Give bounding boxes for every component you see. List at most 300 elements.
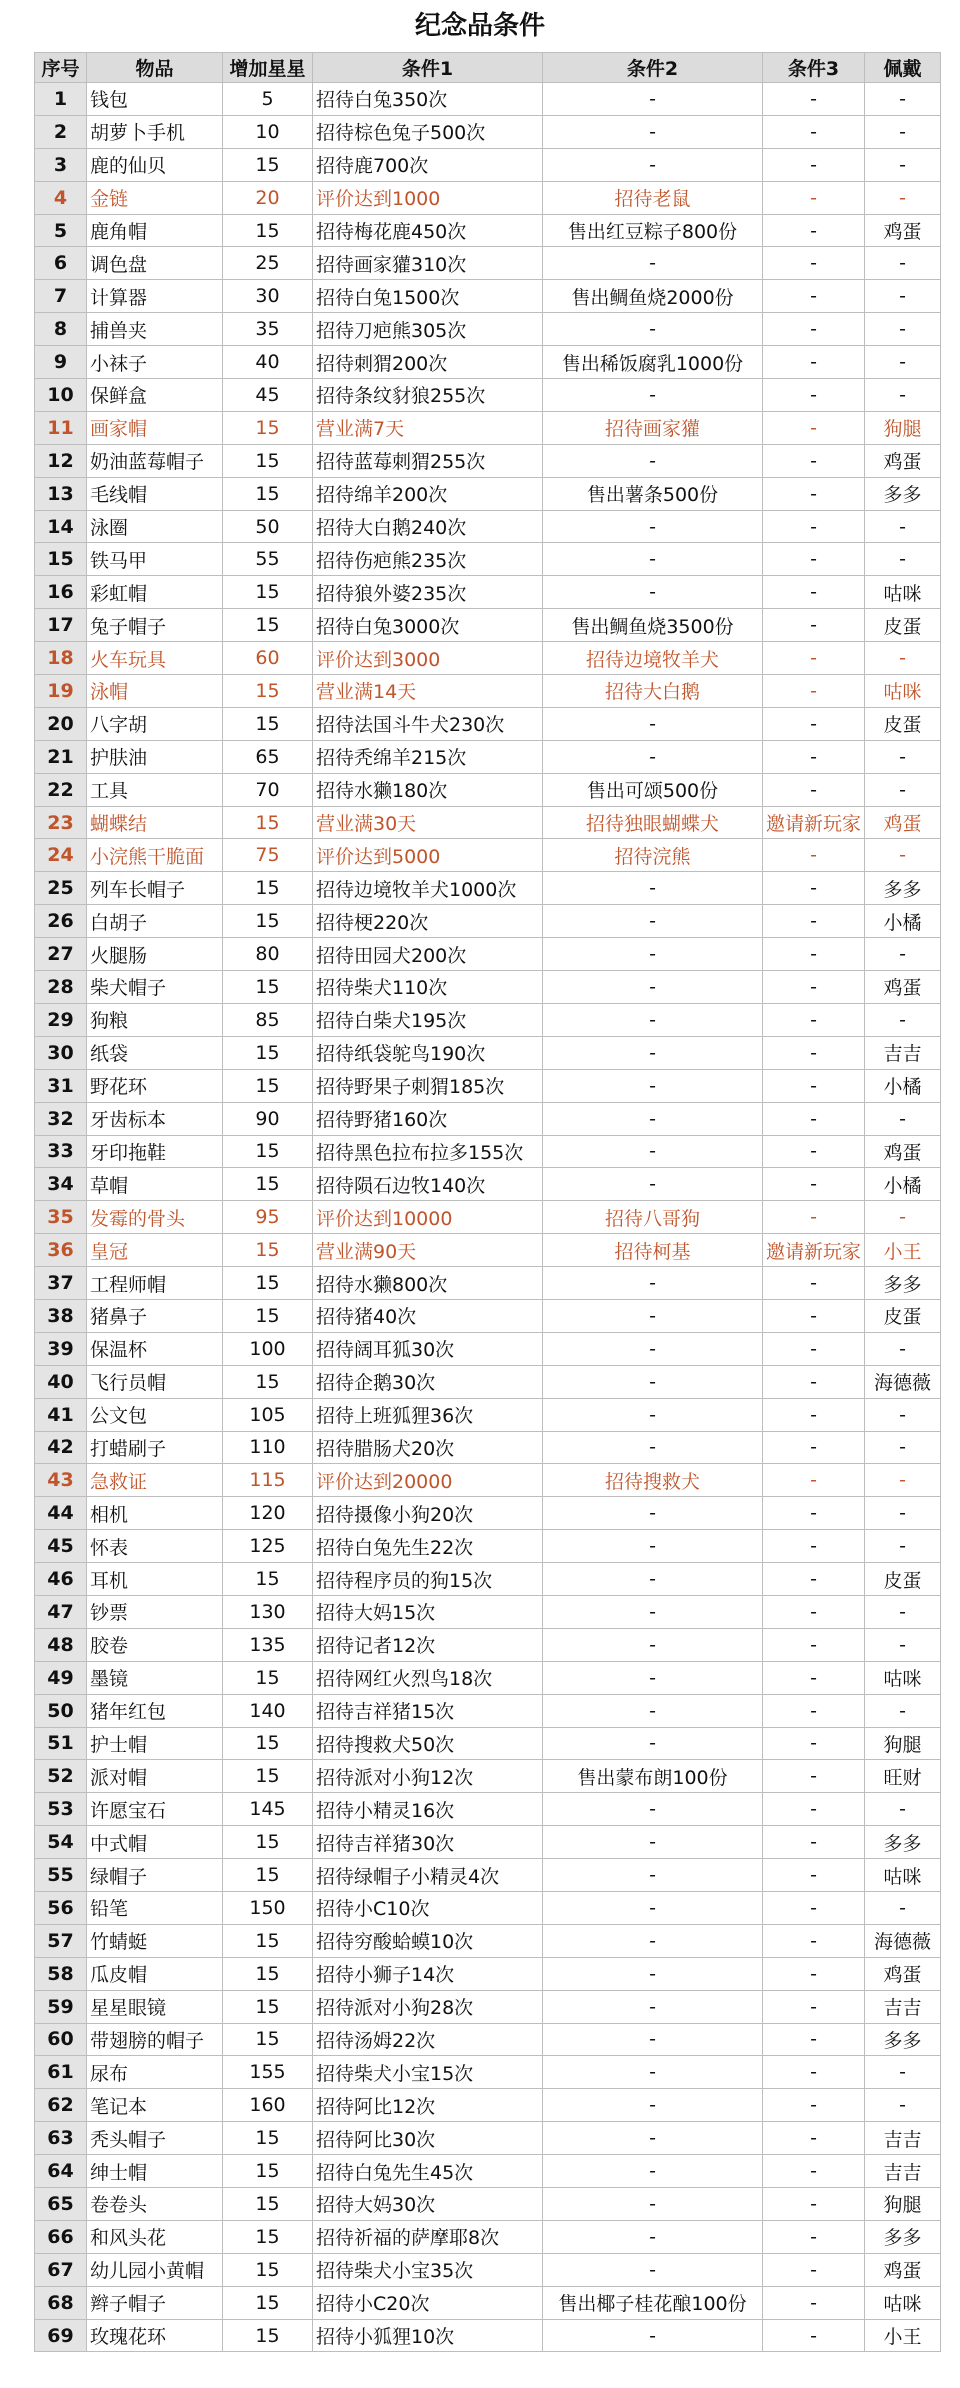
- wearer: 咕咪: [865, 2286, 941, 2319]
- item-name: 猪年红包: [87, 1694, 223, 1727]
- wearer: -: [865, 1431, 941, 1464]
- item-name: 计算器: [87, 280, 223, 313]
- wearer: 小橘: [865, 1168, 941, 1201]
- wearer: -: [865, 280, 941, 313]
- item-name: 画家帽: [87, 411, 223, 444]
- table-row: [35, 1332, 941, 1365]
- wearer: 皮蛋: [865, 1563, 941, 1596]
- item-name: 柴犬帽子: [87, 971, 223, 1004]
- wearer: 鸡蛋: [865, 971, 941, 1004]
- condition-1: 评价达到10000: [313, 1201, 543, 1234]
- condition-1: 招待边境牧羊犬1000次: [313, 872, 543, 905]
- wearer: -: [865, 1332, 941, 1365]
- star-count: 80: [223, 938, 313, 971]
- condition-1: 招待程序员的狗15次: [313, 1563, 543, 1596]
- star-count: 5: [223, 83, 313, 116]
- star-count: 50: [223, 510, 313, 543]
- table-row: [35, 1431, 941, 1464]
- header-index: 序号: [35, 53, 87, 83]
- star-count: 15: [223, 1234, 313, 1267]
- star-count: 30: [223, 280, 313, 313]
- condition-3: -: [763, 2155, 865, 2188]
- row-index: 34: [35, 1168, 87, 1201]
- wearer: -: [865, 2056, 941, 2089]
- table-row: [35, 1859, 941, 1892]
- table-row: [35, 2155, 941, 2188]
- table-row: [35, 872, 941, 905]
- star-count: 15: [223, 1957, 313, 1990]
- condition-3: -: [763, 1826, 865, 1859]
- table-row: [35, 1628, 941, 1661]
- condition-3: -: [763, 510, 865, 543]
- item-name: 鹿角帽: [87, 214, 223, 247]
- row-index: 51: [35, 1727, 87, 1760]
- item-name: 公文包: [87, 1398, 223, 1431]
- wearer: -: [865, 83, 941, 116]
- star-count: 15: [223, 609, 313, 642]
- condition-3: -: [763, 543, 865, 576]
- row-index: 12: [35, 444, 87, 477]
- table-row: [35, 1464, 941, 1497]
- row-index: 2: [35, 115, 87, 148]
- row-index: 66: [35, 2220, 87, 2253]
- wearer: -: [865, 346, 941, 379]
- header-wearer: 佩戴: [865, 53, 941, 83]
- item-name: 打蜡刷子: [87, 1431, 223, 1464]
- header-row: [35, 53, 941, 83]
- table-row: [35, 609, 941, 642]
- condition-2: -: [543, 1826, 763, 1859]
- wearer: 狗腿: [865, 1727, 941, 1760]
- condition-2: -: [543, 2056, 763, 2089]
- condition-3: -: [763, 707, 865, 740]
- condition-1: 营业满7天: [313, 411, 543, 444]
- wearer: 咕咪: [865, 576, 941, 609]
- row-index: 27: [35, 938, 87, 971]
- condition-1: 招待纸袋鸵鸟190次: [313, 1036, 543, 1069]
- table-header: [35, 53, 941, 83]
- row-index: 56: [35, 1891, 87, 1924]
- condition-3: -: [763, 1267, 865, 1300]
- item-name: 野花环: [87, 1069, 223, 1102]
- wearer: -: [865, 379, 941, 412]
- table-row: [35, 1003, 941, 1036]
- table-row: [35, 1267, 941, 1300]
- row-index: 30: [35, 1036, 87, 1069]
- row-index: 63: [35, 2122, 87, 2155]
- star-count: 45: [223, 379, 313, 412]
- row-index: 18: [35, 642, 87, 675]
- condition-2: -: [543, 2253, 763, 2286]
- table-row: [35, 806, 941, 839]
- table-row: [35, 148, 941, 181]
- condition-2: -: [543, 1530, 763, 1563]
- condition-2: -: [543, 1563, 763, 1596]
- condition-2: -: [543, 115, 763, 148]
- wearer: 鸡蛋: [865, 444, 941, 477]
- wearer: 鸡蛋: [865, 806, 941, 839]
- star-count: 105: [223, 1398, 313, 1431]
- row-index: 28: [35, 971, 87, 1004]
- table-row: [35, 1595, 941, 1628]
- condition-1: 招待白兔3000次: [313, 609, 543, 642]
- condition-3: -: [763, 1924, 865, 1957]
- table-row: [35, 1760, 941, 1793]
- row-index: 7: [35, 280, 87, 313]
- item-name: 秃头帽子: [87, 2122, 223, 2155]
- condition-1: 招待梅花鹿450次: [313, 214, 543, 247]
- condition-1: 招待穷酸蛤蟆10次: [313, 1924, 543, 1957]
- item-name: 带翅膀的帽子: [87, 2023, 223, 2056]
- condition-2: 售出红豆粽子800份: [543, 214, 763, 247]
- table-row: [35, 411, 941, 444]
- row-index: 26: [35, 905, 87, 938]
- condition-1: 招待刺猬200次: [313, 346, 543, 379]
- condition-2: 售出可颂500份: [543, 773, 763, 806]
- wearer: -: [865, 181, 941, 214]
- condition-2: -: [543, 1299, 763, 1332]
- table-row: [35, 181, 941, 214]
- condition-2: 售出稀饭腐乳1000份: [543, 346, 763, 379]
- condition-1: 招待吉祥猪15次: [313, 1694, 543, 1727]
- wearer: 狗腿: [865, 411, 941, 444]
- header-condition-2: 条件2: [543, 53, 763, 83]
- wearer: 吉吉: [865, 1036, 941, 1069]
- wearer: -: [865, 773, 941, 806]
- wearer: -: [865, 148, 941, 181]
- condition-2: 招待搜救犬: [543, 1464, 763, 1497]
- item-name: 绿帽子: [87, 1859, 223, 1892]
- condition-2: 招待画家獾: [543, 411, 763, 444]
- condition-3: -: [763, 379, 865, 412]
- item-name: 皇冠: [87, 1234, 223, 1267]
- condition-3: -: [763, 1563, 865, 1596]
- star-count: 160: [223, 2089, 313, 2122]
- table-row: [35, 1661, 941, 1694]
- star-count: 15: [223, 1859, 313, 1892]
- star-count: 15: [223, 1563, 313, 1596]
- item-name: 毛线帽: [87, 477, 223, 510]
- condition-1: 评价达到20000: [313, 1464, 543, 1497]
- item-name: 蝴蝶结: [87, 806, 223, 839]
- table-row: [35, 1990, 941, 2023]
- star-count: 10: [223, 115, 313, 148]
- condition-1: 招待田园犬200次: [313, 938, 543, 971]
- table-row: [35, 938, 941, 971]
- wearer: 皮蛋: [865, 707, 941, 740]
- condition-2: 招待边境牧羊犬: [543, 642, 763, 675]
- condition-1: 招待棕色兔子500次: [313, 115, 543, 148]
- star-count: 15: [223, 1299, 313, 1332]
- star-count: 95: [223, 1201, 313, 1234]
- condition-3: -: [763, 1036, 865, 1069]
- condition-3: -: [763, 839, 865, 872]
- condition-3: -: [763, 1398, 865, 1431]
- table-row: [35, 247, 941, 280]
- wearer: 多多: [865, 2023, 941, 2056]
- table-row: [35, 1234, 941, 1267]
- condition-2: -: [543, 1431, 763, 1464]
- row-index: 52: [35, 1760, 87, 1793]
- star-count: 115: [223, 1464, 313, 1497]
- condition-2: -: [543, 313, 763, 346]
- condition-2: -: [543, 1069, 763, 1102]
- condition-1: 招待阿比30次: [313, 2122, 543, 2155]
- wearer: -: [865, 839, 941, 872]
- star-count: 15: [223, 1365, 313, 1398]
- condition-2: -: [543, 938, 763, 971]
- condition-3: 邀请新玩家: [763, 806, 865, 839]
- star-count: 15: [223, 2023, 313, 2056]
- row-index: 8: [35, 313, 87, 346]
- item-name: 和风头花: [87, 2220, 223, 2253]
- row-index: 11: [35, 411, 87, 444]
- wearer: -: [865, 1694, 941, 1727]
- wearer: -: [865, 1595, 941, 1628]
- condition-3: -: [763, 1135, 865, 1168]
- star-count: 15: [223, 214, 313, 247]
- row-index: 57: [35, 1924, 87, 1957]
- condition-2: -: [543, 1168, 763, 1201]
- condition-1: 招待柴犬110次: [313, 971, 543, 1004]
- condition-3: -: [763, 1201, 865, 1234]
- item-name: 胡萝卜手机: [87, 115, 223, 148]
- table-row: [35, 2122, 941, 2155]
- table-row: [35, 642, 941, 675]
- wearer: 咕咪: [865, 1661, 941, 1694]
- wearer: -: [865, 1102, 941, 1135]
- condition-2: 招待老鼠: [543, 181, 763, 214]
- item-name: 铁马甲: [87, 543, 223, 576]
- wearer: 咕咪: [865, 1859, 941, 1892]
- row-index: 5: [35, 214, 87, 247]
- condition-1: 招待绿帽子小精灵4次: [313, 1859, 543, 1892]
- star-count: 150: [223, 1891, 313, 1924]
- condition-1: 招待白兔先生45次: [313, 2155, 543, 2188]
- row-index: 19: [35, 675, 87, 708]
- condition-3: -: [763, 773, 865, 806]
- condition-3: -: [763, 576, 865, 609]
- star-count: 140: [223, 1694, 313, 1727]
- row-index: 43: [35, 1464, 87, 1497]
- wearer: 皮蛋: [865, 1299, 941, 1332]
- condition-2: -: [543, 2188, 763, 2221]
- condition-1: 招待条纹豺狼255次: [313, 379, 543, 412]
- star-count: 55: [223, 543, 313, 576]
- condition-2: -: [543, 1924, 763, 1957]
- condition-1: 招待水獭180次: [313, 773, 543, 806]
- item-name: 泳帽: [87, 675, 223, 708]
- condition-3: -: [763, 2253, 865, 2286]
- table-row: [35, 83, 941, 116]
- wearer: 鸡蛋: [865, 214, 941, 247]
- condition-3: -: [763, 1628, 865, 1661]
- wearer: 皮蛋: [865, 609, 941, 642]
- condition-3: -: [763, 115, 865, 148]
- item-name: 纸袋: [87, 1036, 223, 1069]
- condition-3: -: [763, 346, 865, 379]
- item-name: 发霉的骨头: [87, 1201, 223, 1234]
- wearer: -: [865, 1628, 941, 1661]
- condition-3: -: [763, 971, 865, 1004]
- star-count: 15: [223, 1069, 313, 1102]
- wearer: 吉吉: [865, 2122, 941, 2155]
- star-count: 15: [223, 2319, 313, 2352]
- condition-3: -: [763, 247, 865, 280]
- condition-3: -: [763, 411, 865, 444]
- item-name: 金链: [87, 181, 223, 214]
- condition-2: -: [543, 1793, 763, 1826]
- condition-2: -: [543, 1859, 763, 1892]
- condition-2: -: [543, 971, 763, 1004]
- condition-2: -: [543, 1267, 763, 1300]
- condition-1: 招待小狮子14次: [313, 1957, 543, 1990]
- condition-1: 招待梗220次: [313, 905, 543, 938]
- condition-2: -: [543, 2023, 763, 2056]
- condition-2: 招待独眼蝴蝶犬: [543, 806, 763, 839]
- table-row: [35, 707, 941, 740]
- condition-1: 招待派对小狗12次: [313, 1760, 543, 1793]
- condition-3: -: [763, 740, 865, 773]
- star-count: 15: [223, 2253, 313, 2286]
- row-index: 20: [35, 707, 87, 740]
- condition-3: -: [763, 1661, 865, 1694]
- condition-2: -: [543, 1003, 763, 1036]
- condition-1: 招待派对小狗28次: [313, 1990, 543, 2023]
- star-count: 20: [223, 181, 313, 214]
- item-name: 中式帽: [87, 1826, 223, 1859]
- star-count: 15: [223, 806, 313, 839]
- condition-3: -: [763, 1168, 865, 1201]
- table-row: [35, 971, 941, 1004]
- wearer: -: [865, 1201, 941, 1234]
- wearer: 鸡蛋: [865, 2253, 941, 2286]
- condition-3: -: [763, 2188, 865, 2221]
- condition-1: 招待狼外婆235次: [313, 576, 543, 609]
- row-index: 15: [35, 543, 87, 576]
- condition-3: -: [763, 181, 865, 214]
- item-name: 飞行员帽: [87, 1365, 223, 1398]
- condition-1: 招待蓝莓刺猬255次: [313, 444, 543, 477]
- condition-3: -: [763, 872, 865, 905]
- star-count: 130: [223, 1595, 313, 1628]
- item-name: 狗粮: [87, 1003, 223, 1036]
- wearer: 海德薇: [865, 1365, 941, 1398]
- row-index: 6: [35, 247, 87, 280]
- condition-1: 招待阔耳狐30次: [313, 1332, 543, 1365]
- wearer: -: [865, 543, 941, 576]
- condition-2: -: [543, 444, 763, 477]
- condition-3: -: [763, 477, 865, 510]
- condition-1: 招待小C10次: [313, 1891, 543, 1924]
- condition-1: 评价达到5000: [313, 839, 543, 872]
- row-index: 49: [35, 1661, 87, 1694]
- star-count: 75: [223, 839, 313, 872]
- table-row: [35, 905, 941, 938]
- wearer: -: [865, 115, 941, 148]
- condition-3: -: [763, 675, 865, 708]
- star-count: 15: [223, 707, 313, 740]
- condition-3: -: [763, 214, 865, 247]
- star-count: 90: [223, 1102, 313, 1135]
- condition-2: -: [543, 1102, 763, 1135]
- table-row: [35, 1102, 941, 1135]
- row-index: 4: [35, 181, 87, 214]
- row-index: 41: [35, 1398, 87, 1431]
- condition-3: -: [763, 1727, 865, 1760]
- wearer: -: [865, 1497, 941, 1530]
- table-row: [35, 477, 941, 510]
- condition-1: 招待白兔1500次: [313, 280, 543, 313]
- table-row: [35, 1924, 941, 1957]
- star-count: 15: [223, 1168, 313, 1201]
- condition-3: -: [763, 2220, 865, 2253]
- condition-2: -: [543, 1694, 763, 1727]
- wearer: 小橘: [865, 905, 941, 938]
- condition-1: 招待野猪160次: [313, 1102, 543, 1135]
- table-row: [35, 1398, 941, 1431]
- condition-1: 招待绵羊200次: [313, 477, 543, 510]
- wearer: -: [865, 1003, 941, 1036]
- condition-1: 招待小精灵16次: [313, 1793, 543, 1826]
- condition-2: 售出鲷鱼烧2000份: [543, 280, 763, 313]
- table-row: [35, 2319, 941, 2352]
- row-index: 35: [35, 1201, 87, 1234]
- wearer: -: [865, 510, 941, 543]
- item-name: 火腿肠: [87, 938, 223, 971]
- item-name: 急救证: [87, 1464, 223, 1497]
- condition-1: 招待阿比12次: [313, 2089, 543, 2122]
- row-index: 9: [35, 346, 87, 379]
- condition-1: 招待猪40次: [313, 1299, 543, 1332]
- condition-2: -: [543, 1891, 763, 1924]
- star-count: 15: [223, 1267, 313, 1300]
- condition-3: -: [763, 1365, 865, 1398]
- condition-1: 招待大妈30次: [313, 2188, 543, 2221]
- condition-1: 招待鹿700次: [313, 148, 543, 181]
- star-count: 15: [223, 872, 313, 905]
- condition-1: 招待大妈15次: [313, 1595, 543, 1628]
- table-row: [35, 2253, 941, 2286]
- header-condition-3: 条件3: [763, 53, 865, 83]
- row-index: 29: [35, 1003, 87, 1036]
- wearer: 狗腿: [865, 2188, 941, 2221]
- star-count: 15: [223, 2286, 313, 2319]
- wearer: -: [865, 642, 941, 675]
- table-row: [35, 379, 941, 412]
- header-item: 物品: [87, 53, 223, 83]
- row-index: 1: [35, 83, 87, 116]
- condition-1: 招待白兔先生22次: [313, 1530, 543, 1563]
- item-name: 铅笔: [87, 1891, 223, 1924]
- condition-2: 售出鲷鱼烧3500份: [543, 609, 763, 642]
- star-count: 25: [223, 247, 313, 280]
- star-count: 15: [223, 1924, 313, 1957]
- table-row: [35, 280, 941, 313]
- row-index: 32: [35, 1102, 87, 1135]
- condition-1: 招待画家獾310次: [313, 247, 543, 280]
- item-name: 幼儿园小黄帽: [87, 2253, 223, 2286]
- condition-2: -: [543, 707, 763, 740]
- condition-3: -: [763, 1003, 865, 1036]
- item-name: 调色盘: [87, 247, 223, 280]
- item-name: 许愿宝石: [87, 1793, 223, 1826]
- row-index: 65: [35, 2188, 87, 2221]
- condition-2: -: [543, 1398, 763, 1431]
- condition-3: -: [763, 313, 865, 346]
- item-name: 八字胡: [87, 707, 223, 740]
- item-name: 相机: [87, 1497, 223, 1530]
